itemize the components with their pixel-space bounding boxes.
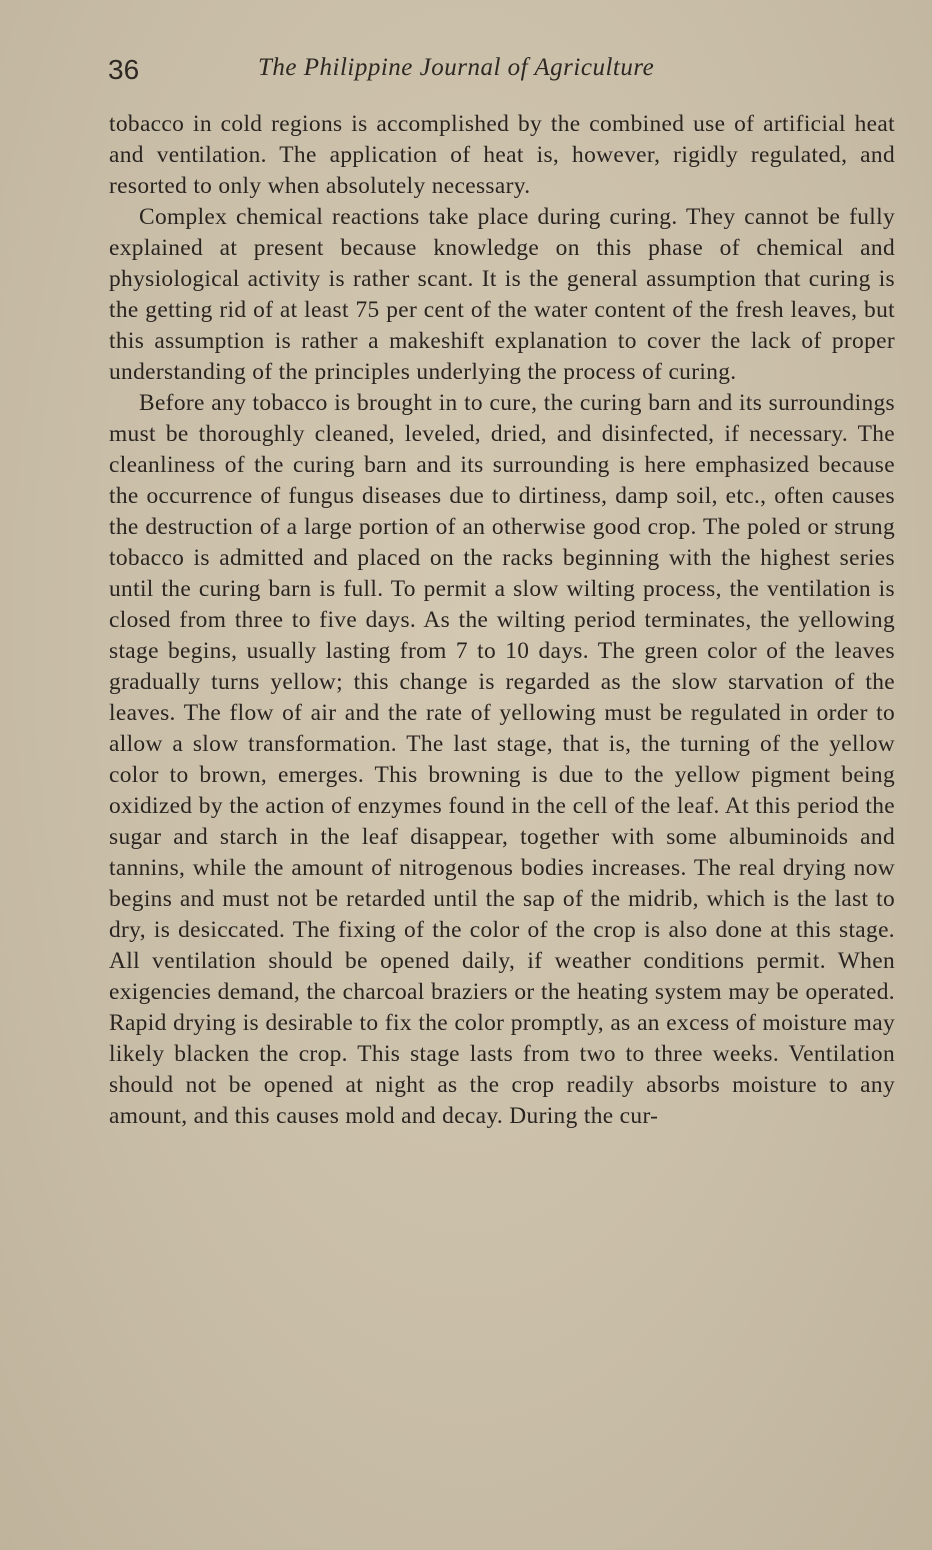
body-text: [109, 109, 895, 1132]
paragraph-curing-process: Before any tobacco is brought in to cure, the curing barn and its surroundings must be thoroughly cleaned, leveled, dried, and disinfected, if necessary. The cleanliness of the curing barn and its surrounding is here emphasized because the occurrence of fungus diseases due to dirtiness, damp soil, etc., often causes the destruction of a large portion of an otherwise good crop. The poled or strung tobacco is admitted and placed on the racks beginning with the highest series until the curing barn is full. To permit a slow wilting process, the ventilation is closed from three to five days. As the wilting period terminates, the yellowing stage begins, usually lasting from 7 to 10 days. The green color of the leaves gradually turns yellow; this change is regarded as the slow starvation of the leaves. The flow of air and the rate of yellowing must be regulated in order to allow a slow transformation. The last stage, that is, the turning of the yellow color to brown, emerges. This browning is due to the yellow pigment being oxidized by the action of enzymes found in the cell of the leaf. At this period the sugar and starch in the leaf disappear, together with some albuminoids and tannins, while the amount of nitrogenous bodies increases. The real drying now begins and must not be retarded until the sap of the midrib, which is the last to dry, is desiccated. The fixing of the color of the crop is also done at this stage. All ventilation should be opened daily, if weather conditions permit. When exigencies demand, the charcoal braziers or the heating system may be operated. Rapid drying is desirable to fix the color promptly, as an excess of moisture may likely blacken the crop. This stage lasts from two to three weeks. Ventilation should not be opened at night as the crop readily absorbs moisture to any amount, and this causes mold and decay. During the cur-: [109, 390, 895, 1129]
page-header: [108, 50, 898, 90]
page-number: 36: [108, 54, 140, 85]
paragraph-continued: tobacco in cold regions is accomplished by the combined use of artificial heat and ventilation. The application of heat is, however, rigidly regulated, and resorted to only when absolutely necessary.: [109, 111, 895, 199]
running-title: The Philippine Journal of Agriculture: [258, 54, 655, 81]
paragraph-chemical-reactions: Complex chemical reactions take place during curing. They cannot be fully explained at present because knowledge on this phase of chemical and physiological activity is rather scant. It is the general assumption that curing is the getting rid of at least 75 per cent of the water content of the fresh leaves, but this assumption is rather a makeshift explanation to cover the lack of proper understanding of the principles underlying the process of curing.: [109, 204, 895, 385]
